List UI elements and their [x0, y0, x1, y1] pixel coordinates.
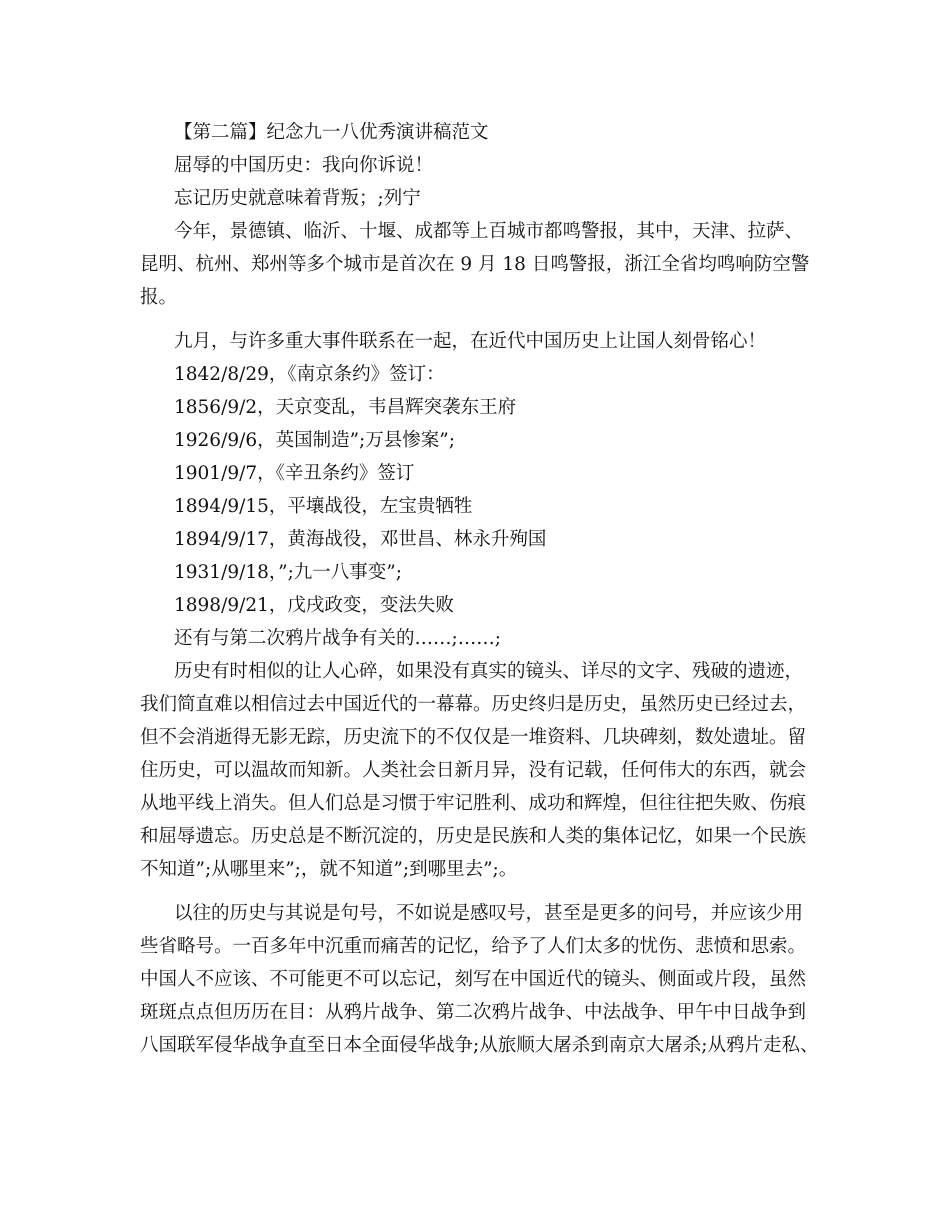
timeline-item: 1894/9/15，平壤战役，左宝贵牺牲	[174, 496, 473, 517]
paragraph-line: 和屈辱遗忘。历史总是不断沉淀的，历史是民族和人类的集体记忆，如果一个民族	[140, 826, 807, 847]
quote-line: 忘记历史就意味着背叛；;列宁	[174, 188, 421, 209]
paragraph-line: 八国联军侵华战争直至日本全面侵华战争;从旅顺大屠杀到南京大屠杀;从鸦片走私、	[140, 1035, 819, 1056]
paragraph-line: 从地平线上消失。但人们总是习惯于牢记胜利、成功和辉煌，但往往把失败、伤痕	[140, 793, 807, 814]
paragraph-line: 住历史，可以温故而知新。人类社会日新月异，没有记载，任何伟大的东西，就会	[140, 760, 807, 781]
document-page	[140, 116, 828, 1062]
paragraph-line: 九月，与许多重大事件联系在一起，在近代中国历史上让国人刻骨铭心！	[174, 331, 767, 352]
paragraph-line: 不知道”;从哪里来”;，就不知道”;到哪里去”;。	[140, 859, 518, 880]
timeline-item: 1901/9/7，《辛丑条约》签订	[174, 463, 415, 484]
timeline-item: 1898/9/21，戊戌政变，变法失败	[174, 595, 454, 616]
timeline-item: 1856/9/2，天京变乱，韦昌辉突袭东王府	[174, 397, 517, 418]
paragraph-line: 还有与第二次鸦片战争有关的……;……;	[174, 628, 501, 649]
paragraph-line: 我们简直难以相信过去中国近代的一幕幕。历史终归是历史，虽然历史已经过去，	[140, 694, 807, 715]
paragraph-line: 报。	[140, 287, 178, 308]
paragraph-line: 以往的历史与其说是句号，不如说是感叹号，甚至是更多的问号，并应该少用	[174, 903, 804, 924]
paragraph-line: 中国人不应该、不可能更不可以忘记，刻写在中国近代的镜头、侧面或片段，虽然	[140, 969, 807, 990]
paragraph-line: 今年，景德镇、临沂、十堰、成都等上百城市都鸣警报，其中，天津、拉萨、	[174, 221, 804, 242]
timeline-item: 1931/9/18，”;九一八事变”;	[174, 562, 402, 583]
paragraph-line: 些省略号。一百多年中沉重而痛苦的记忆，给予了人们太多的忧伤、悲愤和思索。	[140, 936, 807, 957]
timeline-item: 1842/8/29，《南京条约》签订：	[174, 364, 445, 385]
document-title: 【第二篇】纪念九一八优秀演讲稿范文	[174, 122, 489, 143]
paragraph-line: 斑斑点点但历历在目：从鸦片战争、第二次鸦片战争、中法战争、甲午中日战争到	[140, 1002, 807, 1023]
subtitle-line: 屈辱的中国历史：我向你诉说！	[174, 155, 434, 176]
paragraph-line: 昆明、杭州、郑州等多个城市是首次在 9 月 18 日鸣警报，浙江全省均鸣响防空警	[140, 254, 810, 275]
timeline-item: 1894/9/17，黄海战役，邓世昌、林永升殉国	[174, 529, 547, 550]
paragraph-line: 但不会消逝得无影无踪，历史流下的不仅仅是一堆资料、几块碑刻，数处遗址。留	[140, 727, 807, 748]
timeline-item: 1926/9/6，英国制造”;万县惨案”;	[174, 430, 455, 451]
paragraph-line: 历史有时相似的让人心碎，如果没有真实的镜头、详尽的文字、残破的遗迹，	[174, 661, 804, 682]
